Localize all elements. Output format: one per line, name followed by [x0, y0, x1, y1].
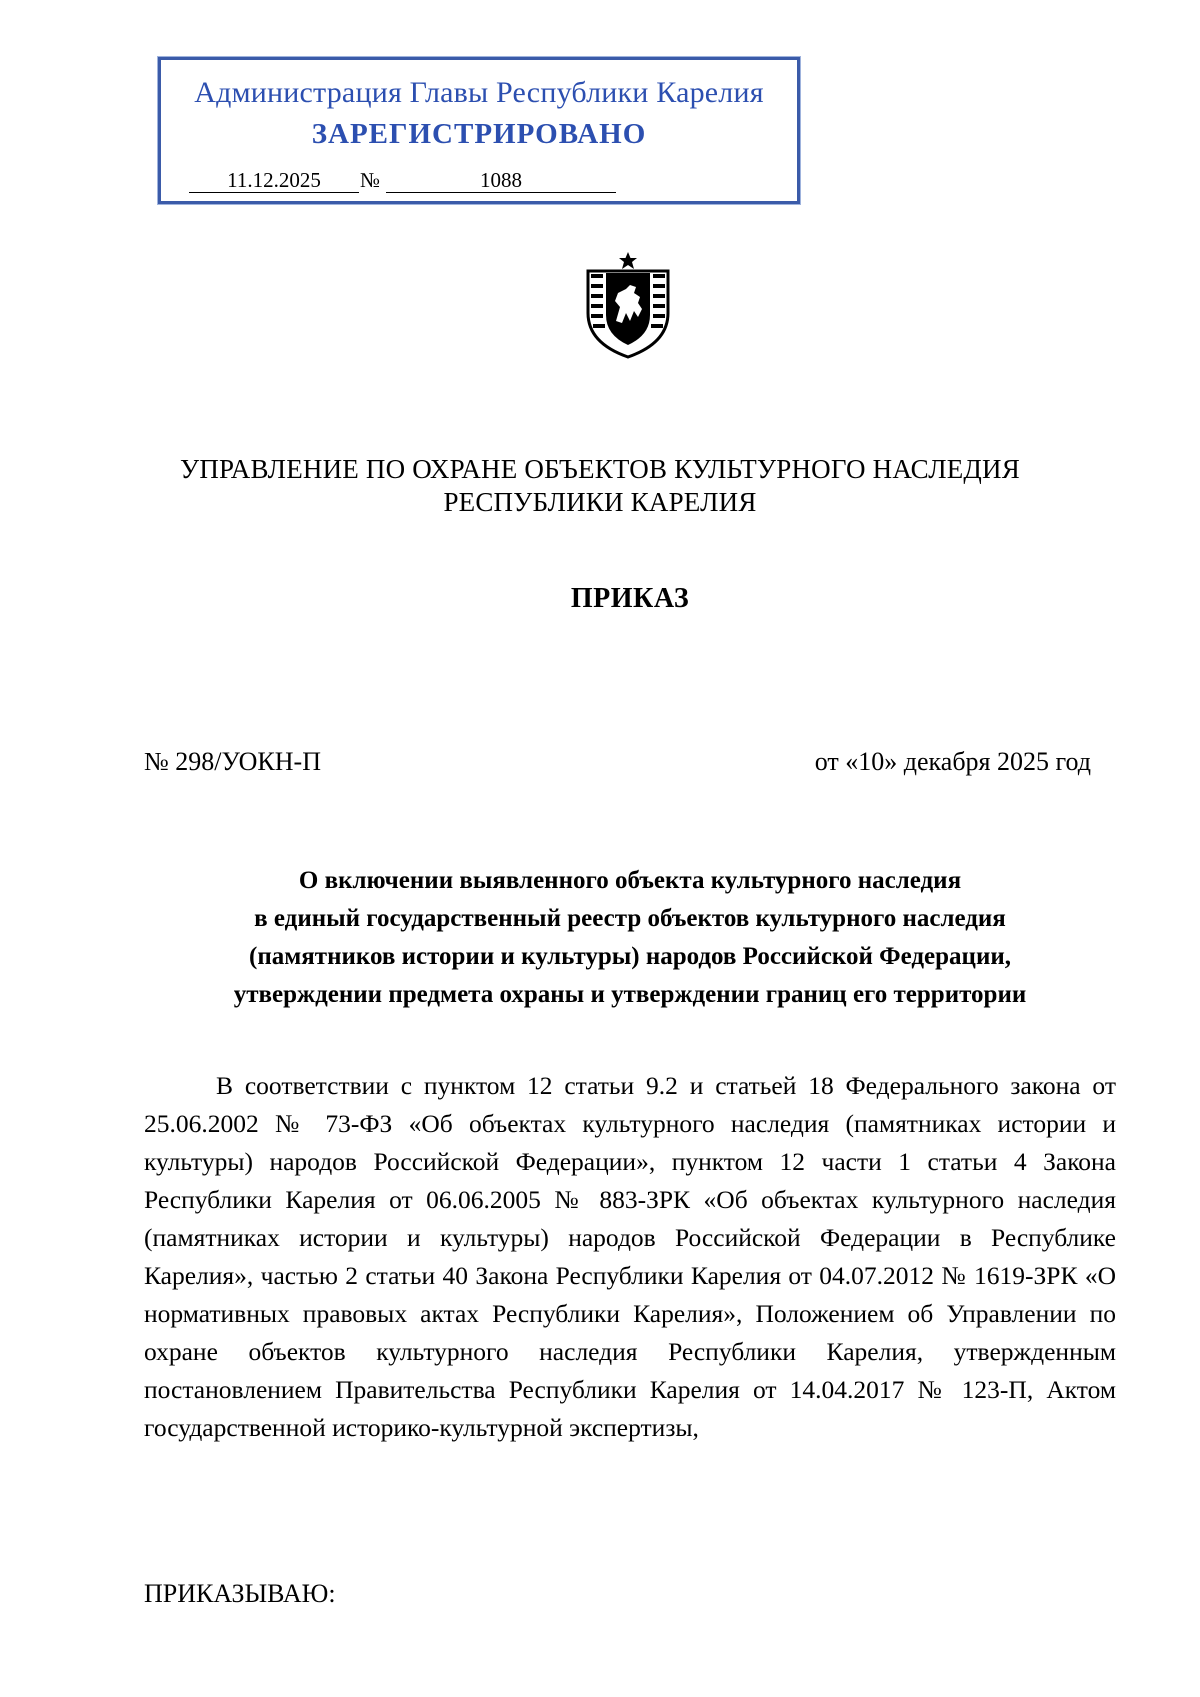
subject-line: (памятников истории и культуры) народов Российской Федерации,: [249, 943, 1011, 970]
stamp-status: ЗАРЕГИСТРИРОВАНО: [311, 118, 647, 150]
document-date: от «10» декабря 2025 год: [814, 747, 1091, 776]
document-type: ПРИКАЗ: [570, 583, 690, 614]
organization-title-line: РЕСПУБЛИКИ КАРЕЛИЯ: [443, 487, 757, 517]
stamp-number: 1088: [386, 168, 616, 193]
stamp-date: 11.12.2025: [189, 168, 359, 193]
registration-stamp: [158, 57, 800, 204]
organization-title: [0, 453, 1200, 519]
body-paragraph: В соответствии с пунктом 12 статьи 9.2 и статьей 18 Федерального закона от 25.06.2002 № 73-ФЗ «Об объектах культурного наследия (памятниках истории и культуры) народов Российской Федерации», пунктом 12 части 1 статьи 4 Закона Республики Карелия от 06.06.2005 № 883-ЗРК «Об объектах культурного наследия (памятниках истории и культуры) народов Российской Федерации в Республике Карелия», частью 2 статьи 40 Закона Республики Карелия от 04.07.2012 № 1619-ЗРК «О нормативных правовых актах Республики Карелия», Положением об Управлении по охране объектов культурного наследия Республики Карелия, утвержденным постановлением Правительства Республики Карелия от 14.04.2017 № 123-П, Актом государственной историко-культурной экспертизы,: [144, 1071, 1116, 1442]
subject-line: в единый государственный реестр объектов культурного наследия: [254, 905, 1006, 932]
stamp-number-sign: №: [360, 168, 381, 192]
document-subject: [144, 862, 1116, 1014]
order-word: ПРИКАЗЫВАЮ:: [144, 1579, 336, 1608]
subject-line: О включении выявленного объекта культурного наследия: [298, 867, 962, 894]
karelia-coat-of-arms-icon: [582, 251, 674, 359]
stamp-organization: Администрация Главы Республики Карелия: [194, 76, 764, 109]
subject-line: утверждении предмета охраны и утверждении границ его территории: [233, 981, 1027, 1008]
document-number: № 298/УОКН-П: [144, 747, 321, 776]
organization-title-line: УПРАВЛЕНИЕ ПО ОХРАНЕ ОБЪЕКТОВ КУЛЬТУРНОГО НАСЛЕДИЯ: [180, 454, 1020, 484]
